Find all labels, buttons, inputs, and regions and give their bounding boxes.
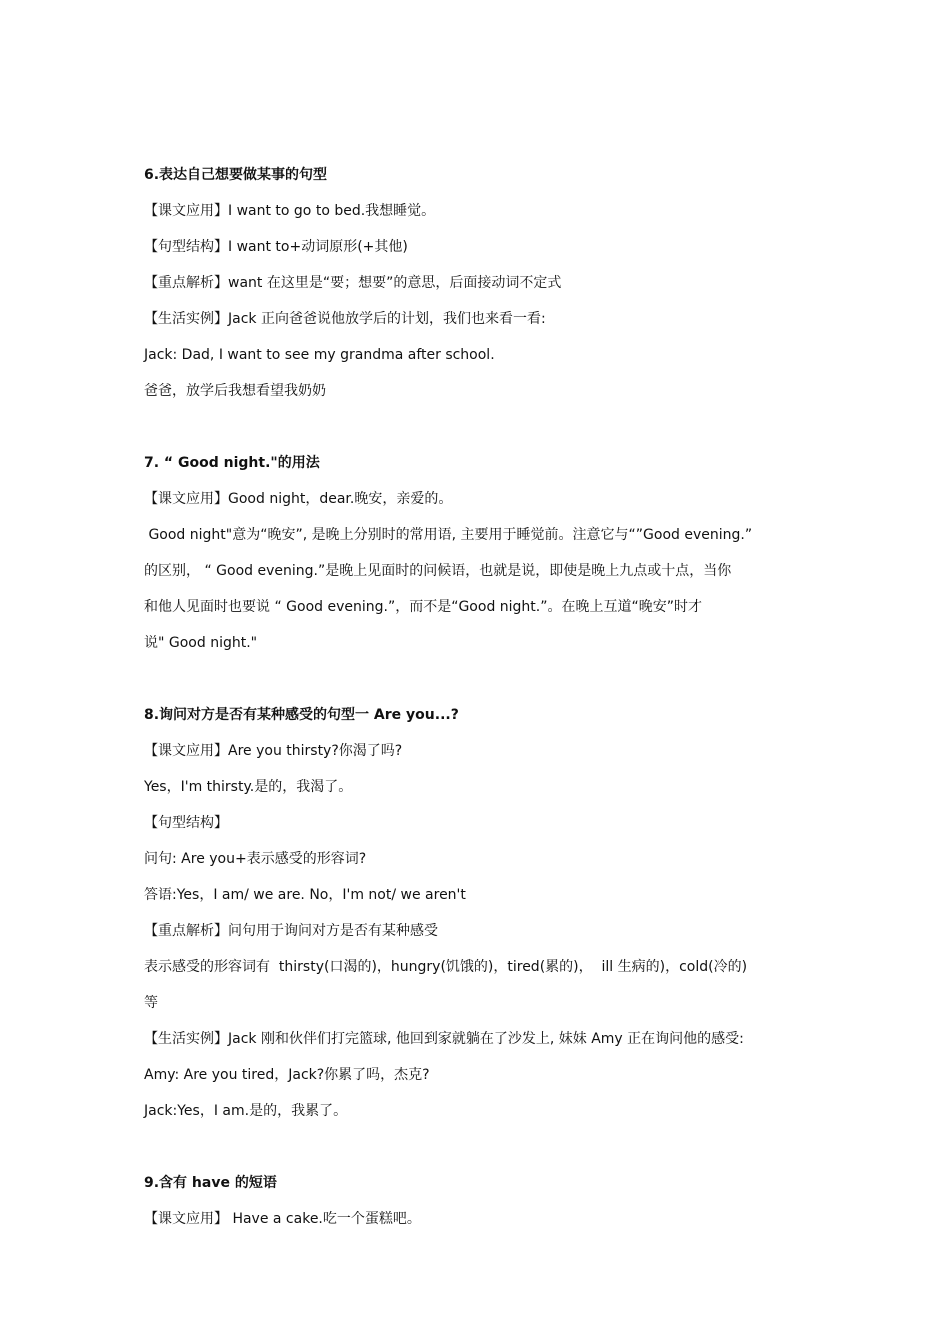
section-8-heading: 8.询问对方是否有某种感受的句型一 Are you...?: [144, 707, 459, 723]
section-9-heading: 9.含有 have 的短语: [144, 1175, 277, 1191]
section-6-heading: 6.表达自己想要做某事的句型: [144, 167, 328, 183]
section-7-line-5: 说" Good night.": [144, 635, 258, 651]
section-8-line-6: 【重点解析】问句用于询问对方是否有某种感受: [144, 923, 438, 939]
section-6-line-6: 爸爸，放学后我想看望我奶奶: [144, 383, 326, 399]
section-8-line-8: 等: [144, 995, 158, 1011]
section-7-heading: 7. “ Good night."的用法: [144, 455, 320, 471]
section-8-line-1: 【课文应用】Are you thirsty?你渴了吗?: [144, 743, 403, 759]
section-7-line-4: 和他人见面时也要说 “ Good evening.”，而不是“Good night.”。在晚上互道“晚安”时才: [144, 599, 702, 615]
section-7-line-1: 【课文应用】Good night，dear.晚安，亲爱的。: [144, 491, 453, 507]
section-8-line-10: Amy: Are you tired，Jack?你累了吗，杰克?: [144, 1067, 430, 1083]
section-8-line-11: Jack:Yes，I am.是的，我累了。: [144, 1103, 348, 1119]
section-7-line-2: Good night"意为“晚安”, 是晚上分别时的常用语, 主要用于睡觉前。注意它与“”Good evening.”: [144, 527, 753, 543]
section-8-line-5: 答语:Yes，I am/ we are. No，I'm not/ we aren't: [144, 887, 466, 903]
section-7-line-3: 的区别， “ Good evening.”是晚上见面时的问候语，也就是说，即使是晚上九点或十点，当你: [144, 563, 732, 579]
section-9-line-1: 【课文应用】 Have a cake.吃一个蛋糕吧。: [144, 1211, 421, 1227]
section-6-line-3: 【重点解析】want 在这里是“要；想要”的意思，后面接动词不定式: [144, 275, 562, 291]
section-6-line-5: Jack: Dad, I want to see my grandma after school.: [144, 347, 495, 363]
section-8-line-3: 【句型结构】: [144, 815, 228, 831]
section-8-line-7: 表示感受的形容词有 thirsty(口渴的)，hungry(饥饿的)，tired(累的)， ill 生病的)，cold(冷的): [144, 959, 748, 975]
section-8-line-2: Yes，I'm thirsty.是的，我渴了。: [144, 779, 353, 795]
section-6-line-4: 【生活实例】Jack 正向爸爸说他放学后的计划，我们也来看一看:: [144, 311, 546, 327]
section-8-line-9: 【生活实例】Jack 刚和伙伴们打完篮球, 他回到家就躺在了沙发上, 妹妹 Amy 正在询问他的感受:: [144, 1031, 744, 1047]
section-8-line-4: 问句: Are you+表示感受的形容词?: [144, 851, 367, 867]
section-6-line-2: 【句型结构】I want to+动词原形(+其他): [144, 239, 408, 255]
section-6-line-1: 【课文应用】I want to go to bed.我想睡觉。: [144, 203, 436, 219]
